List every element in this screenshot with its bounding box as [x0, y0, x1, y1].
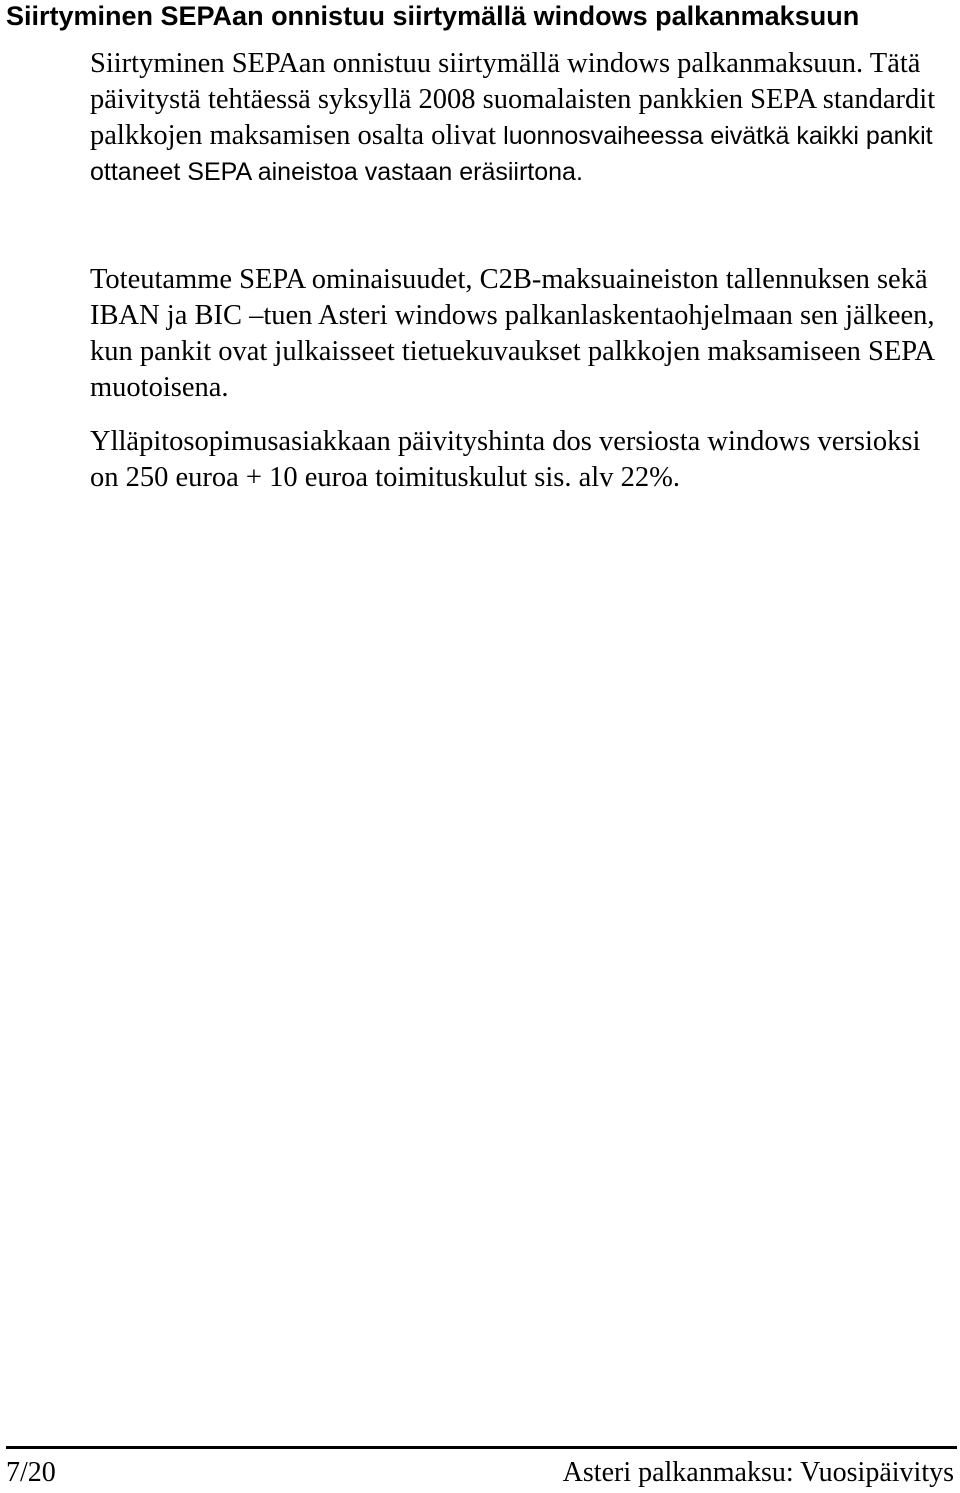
paragraph-update-price: Ylläpitosopimusasiakkaan päivityshinta dos versiosta windows versioksi on 250 euroa + 10 euroa toimituskulut sis. alv 22%.: [90, 426, 921, 493]
footer-divider: [6, 1446, 957, 1449]
footer-document-title: Asteri palkanmaksu: Vuosipäivitys: [562, 1457, 954, 1488]
paragraph-sepa-transition: [90, 46, 940, 190]
paragraph-sans-part: luonnosvaiheessa eivätkä kaikki pankit ottaneet SEPA aineistoa vastaan eräsiirtona.: [90, 122, 933, 186]
page-heading: Siirtyminen SEPAan onnistuu siirtymällä windows palkanmaksuun: [6, 1, 860, 31]
paragraph-sepa-features: Toteutamme SEPA ominaisuudet, C2B-maksuaineiston tallennuksen sekä IBAN ja BIC –tuen Asteri windows palkanlaskentaohjelmaan sen jälkeen, kun pankit ovat julkaisseet tietuekuvaukset palkkojen maksamiseen SEPA muotoisena.: [90, 264, 935, 403]
footer-page-number: 7/20: [6, 1457, 56, 1488]
paragraph-serif-part: Siirtyminen SEPAan onnistuu siirtymällä windows palkanmaksuun. Tätä päivitystä tehtäessä syksyllä 2008 suomalaisten pankkien SEPA standardit palkkojen maksamisen osalta olivat: [90, 48, 936, 151]
